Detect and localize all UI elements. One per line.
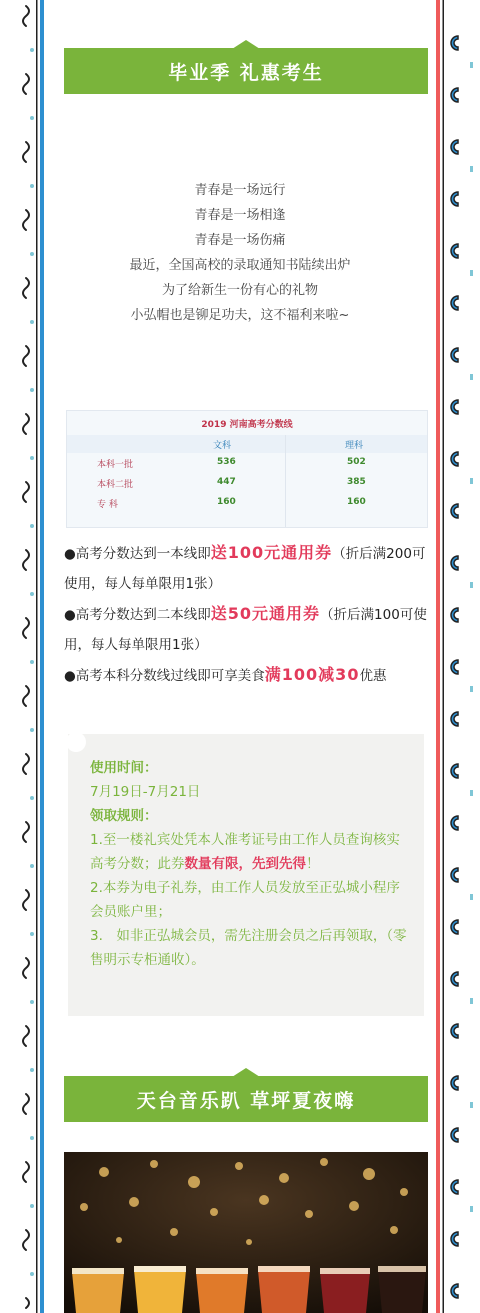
beer-photo-illustration [64,1152,428,1313]
offer-highlight: 送50元通用券 [210,604,321,623]
poem-line: 青春是一场远行 [194,183,286,198]
offer-item [64,660,430,691]
poem-line: 最近，全国高校的录取通知书陆续出炉 [129,258,351,273]
rules-text [90,756,410,972]
poem-line: 青春是一场伤痛 [194,233,286,248]
row-science: 502 [347,457,366,467]
rule-3: 3. 如非正弘城会员，需先注册会员之后再领取，（零售明示专柜通收）。 [90,928,407,968]
table-title: 2019 河南高考分数线 [201,420,293,430]
intro-poem [48,178,432,328]
offer-suffix: 优惠 [359,668,387,684]
rule-label: 领取规则： [90,808,158,824]
section-banner-graduation [64,48,428,94]
poem-line: 小弘帽也是铆足功夫，这不福利来啦~ [130,308,350,323]
section-banner-rooftop-party [64,1076,428,1122]
row-science: 160 [347,497,366,507]
usage-rules-box [68,734,424,1016]
right-pattern-border [434,0,480,1313]
time-value: 7月19日-7月21日 [90,784,201,800]
time-label: 使用时间： [90,760,158,776]
article-content [48,0,432,1313]
offer-highlight: 满100减30 [264,665,360,684]
row-science: 385 [347,477,366,487]
rule-1-emphasis: 数量有限，先到先得 [184,856,306,872]
rule-1-end: ！ [306,856,320,872]
offer-suffix: （折后满100可使用，每人每单限用1张） [64,607,427,653]
row-label: 本科一批 [97,460,134,470]
poem-line: 青春是一场相逢 [194,208,286,223]
rule-1 [90,828,410,876]
offer-prefix: ●高考本科分数线过线即可享美食 [64,668,265,684]
beer-glasses-photo [64,1152,428,1313]
offer-item [64,538,430,599]
corner-circle-decoration [66,732,86,752]
row-label: 本科二批 [97,480,134,490]
table-row [67,457,427,477]
offer-prefix: ●高考分数达到二本线即 [64,607,211,623]
row-liberal: 160 [217,497,236,507]
row-label: 专 科 [97,500,118,510]
table-row [67,477,427,497]
table-header-row [67,435,427,453]
poem-line: 为了给新生一份有心的礼物 [161,283,318,298]
table-row [67,497,427,517]
left-squiggle-border [0,0,46,1313]
banner-title: 天台音乐趴 草坪夏夜嗨 [136,1089,356,1112]
offer-suffix: （折后满200可使用，每人每单限用1张） [64,546,426,592]
offer-item [64,599,430,660]
row-liberal: 536 [217,457,236,467]
banner-notch [232,1068,260,1077]
banner-title: 毕业季 礼惠考生 [168,61,324,84]
col-head-liberal: 文科 [213,441,232,451]
col-head-science: 理科 [345,441,364,451]
score-line-table [66,410,428,528]
rule-2: 2.本券为电子礼券，由工作人员发放至正弘城小程序会员账户里； [90,880,400,920]
rule-1-text: 1.至一楼礼宾处凭本人准考证号由工作人员查询核实高考分数；此券 [90,832,400,872]
row-liberal: 447 [217,477,236,487]
offer-list [64,538,430,691]
offer-highlight: 送100元通用券 [210,543,333,562]
banner-notch [232,40,260,49]
offer-prefix: ●高考分数达到一本线即 [64,546,211,562]
